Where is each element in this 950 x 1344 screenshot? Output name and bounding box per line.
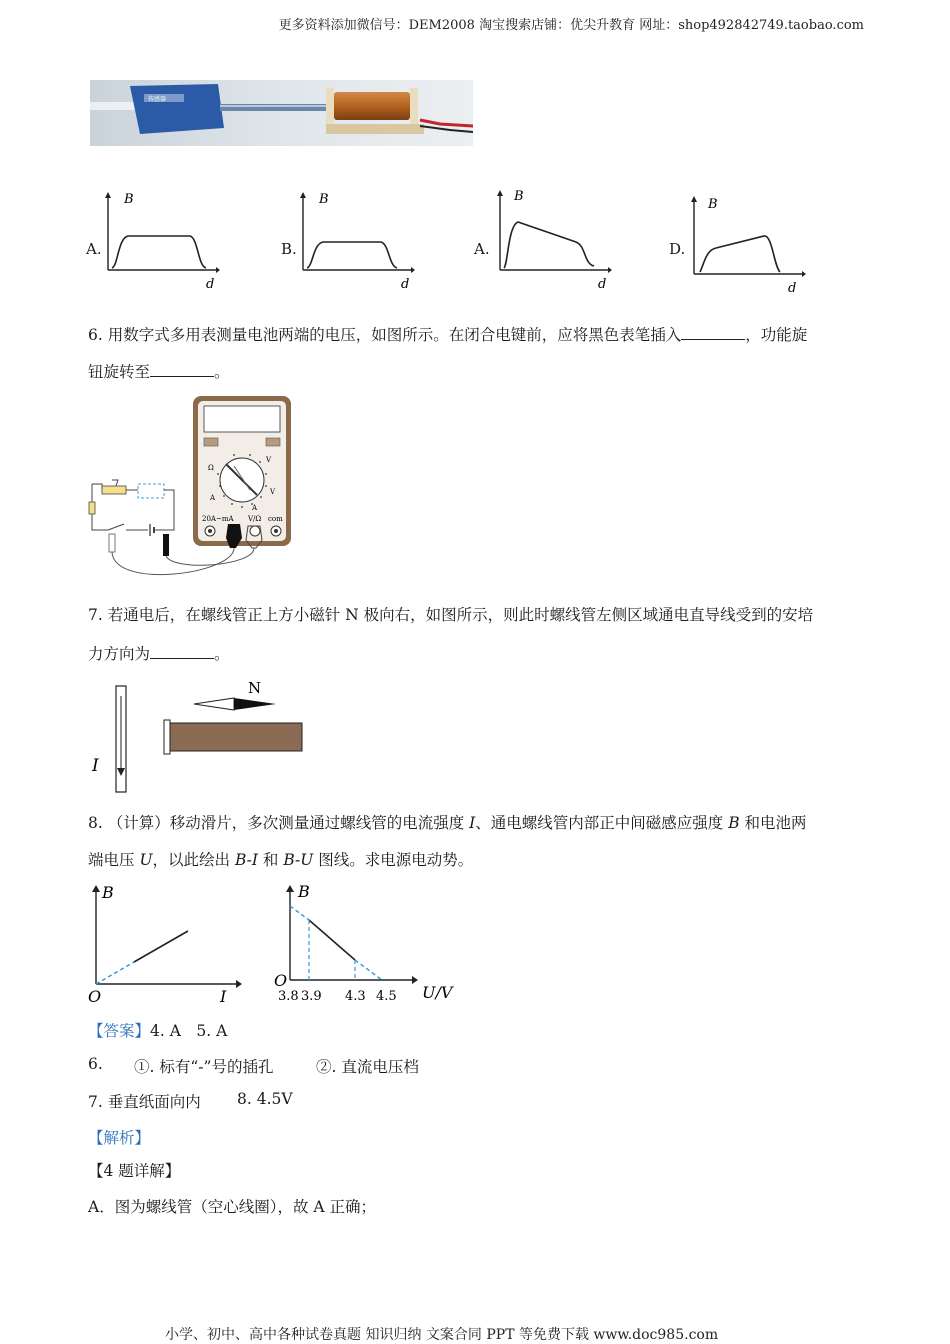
dial-label: V bbox=[270, 488, 276, 496]
solenoid-box bbox=[138, 484, 164, 498]
x-axis-label: U/V bbox=[422, 983, 453, 1002]
answer-8: 8. 4.5V bbox=[237, 1090, 293, 1108]
question-8-line-2: 端电压 U，以此绘出 B-I 和 B-U 图线。求电源电动势。 bbox=[88, 851, 474, 869]
extrapolation-line bbox=[96, 962, 134, 984]
answer-6-num: 6. bbox=[88, 1055, 103, 1073]
battery-clip bbox=[163, 534, 169, 556]
dial-label: A bbox=[252, 504, 258, 512]
jack-label: 20A~mA bbox=[202, 515, 234, 523]
answer-line-4-5: 【答案】4. A 5. A bbox=[88, 1022, 228, 1040]
multimeter-display bbox=[204, 406, 280, 432]
data-line bbox=[309, 920, 355, 960]
page-footer: 小学、初中、高中各种试卷真题 知识归纳 文案合同 PPT 等免费下载 www.doc985.com bbox=[165, 1327, 719, 1343]
question-6-line-1: 6. 用数字式多用表测量电池两端的电压，如图所示。在闭合电键前，应将黑色表笔插入 ，功能旋 bbox=[88, 326, 808, 344]
sensor-box bbox=[130, 84, 224, 134]
x-axis-label: d bbox=[401, 277, 410, 292]
y-axis-label: B bbox=[514, 189, 524, 204]
page-header: 更多资料添加微信号：DEM2008 淘宝搜索店铺：优尖升教育 网址：shop492842749.taobao.com bbox=[278, 18, 864, 33]
option-b-graph bbox=[297, 188, 415, 292]
analysis-subheading: 【4 题详解】 bbox=[88, 1162, 181, 1180]
question-7-line-2: 力方向为 。 bbox=[88, 645, 230, 663]
jack-label: V/Ω bbox=[248, 515, 262, 523]
option-a-graph bbox=[102, 188, 220, 292]
data-line bbox=[134, 931, 188, 962]
jack-label: com bbox=[268, 515, 283, 523]
b-i-graph bbox=[86, 880, 246, 1006]
y-axis-label: B bbox=[124, 192, 134, 207]
x-axis-label: d bbox=[598, 277, 607, 292]
answer-6-part-a: ①. 标有“-”号的插孔 bbox=[134, 1058, 274, 1076]
b-u-graph bbox=[272, 880, 462, 1006]
answer-blank bbox=[150, 644, 214, 659]
x-axis-label: d bbox=[788, 281, 797, 296]
option-label: A. bbox=[474, 240, 490, 258]
analysis-line: A．图为螺线管（空心线圈），故 A 正确； bbox=[88, 1198, 376, 1216]
tick-label: 3.8 bbox=[278, 989, 299, 1004]
y-axis-label: B bbox=[319, 192, 329, 207]
dial-label: A bbox=[210, 494, 216, 502]
multimeter-circuit-figure bbox=[84, 394, 298, 592]
x-axis-label: d bbox=[206, 277, 215, 292]
option-label: A. bbox=[86, 240, 102, 258]
origin-label: O bbox=[274, 971, 288, 990]
answer-blank bbox=[150, 362, 214, 377]
rheostat bbox=[102, 486, 126, 494]
jack-v-ohm bbox=[250, 526, 260, 536]
tick-label: 4.3 bbox=[345, 989, 366, 1004]
option-label: B. bbox=[281, 240, 297, 258]
compass-n-label: N bbox=[248, 679, 262, 697]
extrapolation-line bbox=[355, 960, 382, 980]
sensor-label: 传感器 bbox=[148, 96, 167, 103]
tick-label: 3.9 bbox=[301, 989, 322, 1004]
answer-tag: 【答案】 bbox=[88, 1022, 151, 1040]
solenoid-figure bbox=[88, 676, 312, 796]
compass-needle-s bbox=[194, 698, 234, 710]
solenoid-coil bbox=[334, 92, 410, 120]
y-axis-label: B bbox=[708, 197, 718, 212]
option-c-graph bbox=[494, 186, 612, 292]
question-7-line-1: 7. 若通电后，在螺线管正上方小磁针 N 极向右，如图所示，则此时螺线管左侧区域通电直导线受到的安培 bbox=[88, 606, 814, 624]
y-axis-label: B bbox=[102, 883, 114, 902]
option-d-graph bbox=[688, 194, 806, 296]
question-6-line-2: 钮旋转至 。 bbox=[88, 363, 230, 381]
dial-label: V bbox=[266, 456, 272, 464]
option-label: D. bbox=[669, 240, 686, 258]
solenoid bbox=[170, 723, 302, 751]
answer-6-part-b: ②. 直流电压档 bbox=[316, 1058, 419, 1076]
origin-label: O bbox=[88, 987, 102, 1006]
tick-label: 4.5 bbox=[376, 989, 397, 1004]
answer-7: 7. 垂直纸面向内 bbox=[88, 1093, 201, 1111]
current-label: I bbox=[92, 756, 99, 776]
analysis-tag: 【解析】 bbox=[88, 1129, 151, 1147]
question-8-line-1: 8. （计算）移动滑片，多次测量通过螺线管的电流强度 I、通电螺线管内部正中间磁感应强度 B 和电池两 bbox=[88, 814, 807, 832]
answer-blank bbox=[681, 325, 745, 340]
x-axis-label: I bbox=[220, 987, 227, 1006]
dial-label: Ω bbox=[208, 464, 214, 472]
sensor-photo bbox=[90, 80, 473, 146]
y-axis-label: B bbox=[298, 882, 310, 901]
compass-needle-n bbox=[234, 698, 276, 710]
